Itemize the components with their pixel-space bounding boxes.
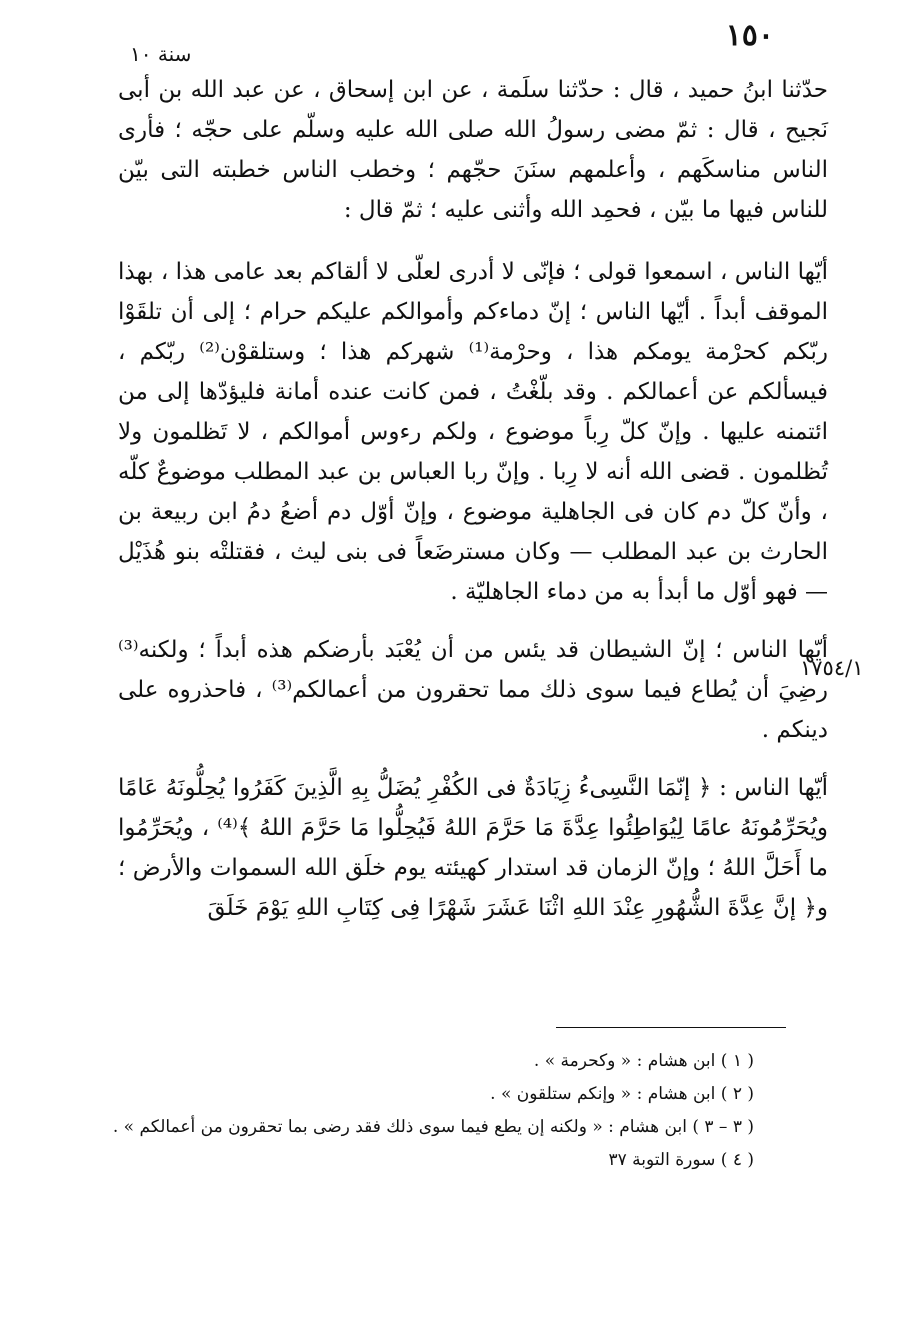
footnote-2: ( ٢ ) ابن هشام : « وإنكم ستلقون » . [490,1084,754,1104]
paragraph-sermon-3: أيّها الناس : ﴿ إنّمَا النَّسِىءُ زِيَادَةٌ فى الكُفْرِ يُضَلُّ بِهِ الَّذِينَ كَفَرُوا يُحِلُّونَهُ عَامًا ويُحَرِّمُونَهُ عامًا لِيُوَاطِئُوا عِدَّةَ مَا حَرَّمَ اللهُ فَيُحِلُّوا مَا حَرَّمَ اللهُ ﴾⁽⁴⁾ ، ويُحَرِّمُوا ما أَحَلَّ اللهُ ؛ وإنّ الزمان قد استدار كهيئته يوم خلَق الله السموات والأرض ؛ و﴿ إنَّ عِدَّةَ الشُّهُورِ عِنْدَ اللهِ اثْنَا عَشَرَ شَهْرًا فِى كِتَابِ اللهِ يَوْمَ خَلَقَ [118,775,828,921]
margin-page-reference: ١٧٥٤/١ [800,656,864,680]
paragraph-sermon-2: أيّها الناس ؛ إنّ الشيطان قد يئس من أن يُعْبَد بأرضكم هذه أبداً ؛ ولكنه⁽³⁾ رضِيَ أن يُطاع فيما سوى ذلك مما تحقرون من أعمالكم⁽³⁾ ، فاحذروه على دينكم . [118,637,829,743]
page-number: ١٥٠ [725,18,774,53]
paragraph-sermon-1: أيّها الناس ، اسمعوا قولى ؛ فإنّى لا أدرى لعلّى لا ألقاكم بعد عامى هذا ، بهذا الموقف أبداً . أيّها الناس ؛ إنّ دماءكم وأموالكم عليكم حرام ؛ إلى أن تلقَوْا ربّكم كحرْمة يومكم هذا ، وحرْمة⁽¹⁾ شهركم هذا ؛ وستلقوْن⁽²⁾ ربّكم ، فيسألكم عن أعمالكم . وقد بلّغْتُ ، فمن كانت عنده أمانة فليؤدّها إلى من ائتمنه عليها . وإنّ كلّ رِباً موضوع ، ولكم رءوس أموالكم ، لا تَظلمون ولا تُظلمون . قضى الله أنه لا رِبا . وإنّ ربا العباس بن عبد المطلب موضوعٌ كلّه ، وأنّ كلّ دم كان فى الجاهلية موضوع ، وإنّ أوّل دم أضعُ دمُ ابن ربيعة بن الحارث بن عبد المطلب — وكان مسترضَعاً فى بنى ليث ، فقتلتْه بنو هُذَيْل — فهو أوّل ما أبدأ به من دماء الجاهليّة . [118,259,828,605]
footnote-3: ( ٣ – ٣ ) ابن هشام : « ولكنه إن يطع فيما سوى ذلك فقد رضى بما تحقرون من أعمالكم » . [112,1117,754,1137]
running-header: سنة ١٠ [130,42,192,66]
footnote-4: ( ٤ ) سورة التوبة ٣٧ [608,1150,754,1170]
main-text [118,70,828,928]
footnotes [74,1045,754,1177]
footnote-divider [556,1027,786,1028]
paragraph-isnad: حدّثنا ابنُ حميد ، قال : حدّثنا سلَمة ، عن ابن إسحاق ، عن عبد الله بن أبى نَجيح ، قال : ثمّ مضى رسولُ الله صلى الله عليه وسلّم على حجّه ؛ فأرى الناس مناسكَهم ، وأعلمهم سنَنَ حجّهم ؛ وخطب الناس خطبته التى بيّن للناس فيها ما بيّن ، فحمِد الله وأثنى عليه ؛ ثمّ قال : [118,77,828,223]
footnote-1: ( ١ ) ابن هشام : « وكحرمة » . [533,1051,754,1071]
